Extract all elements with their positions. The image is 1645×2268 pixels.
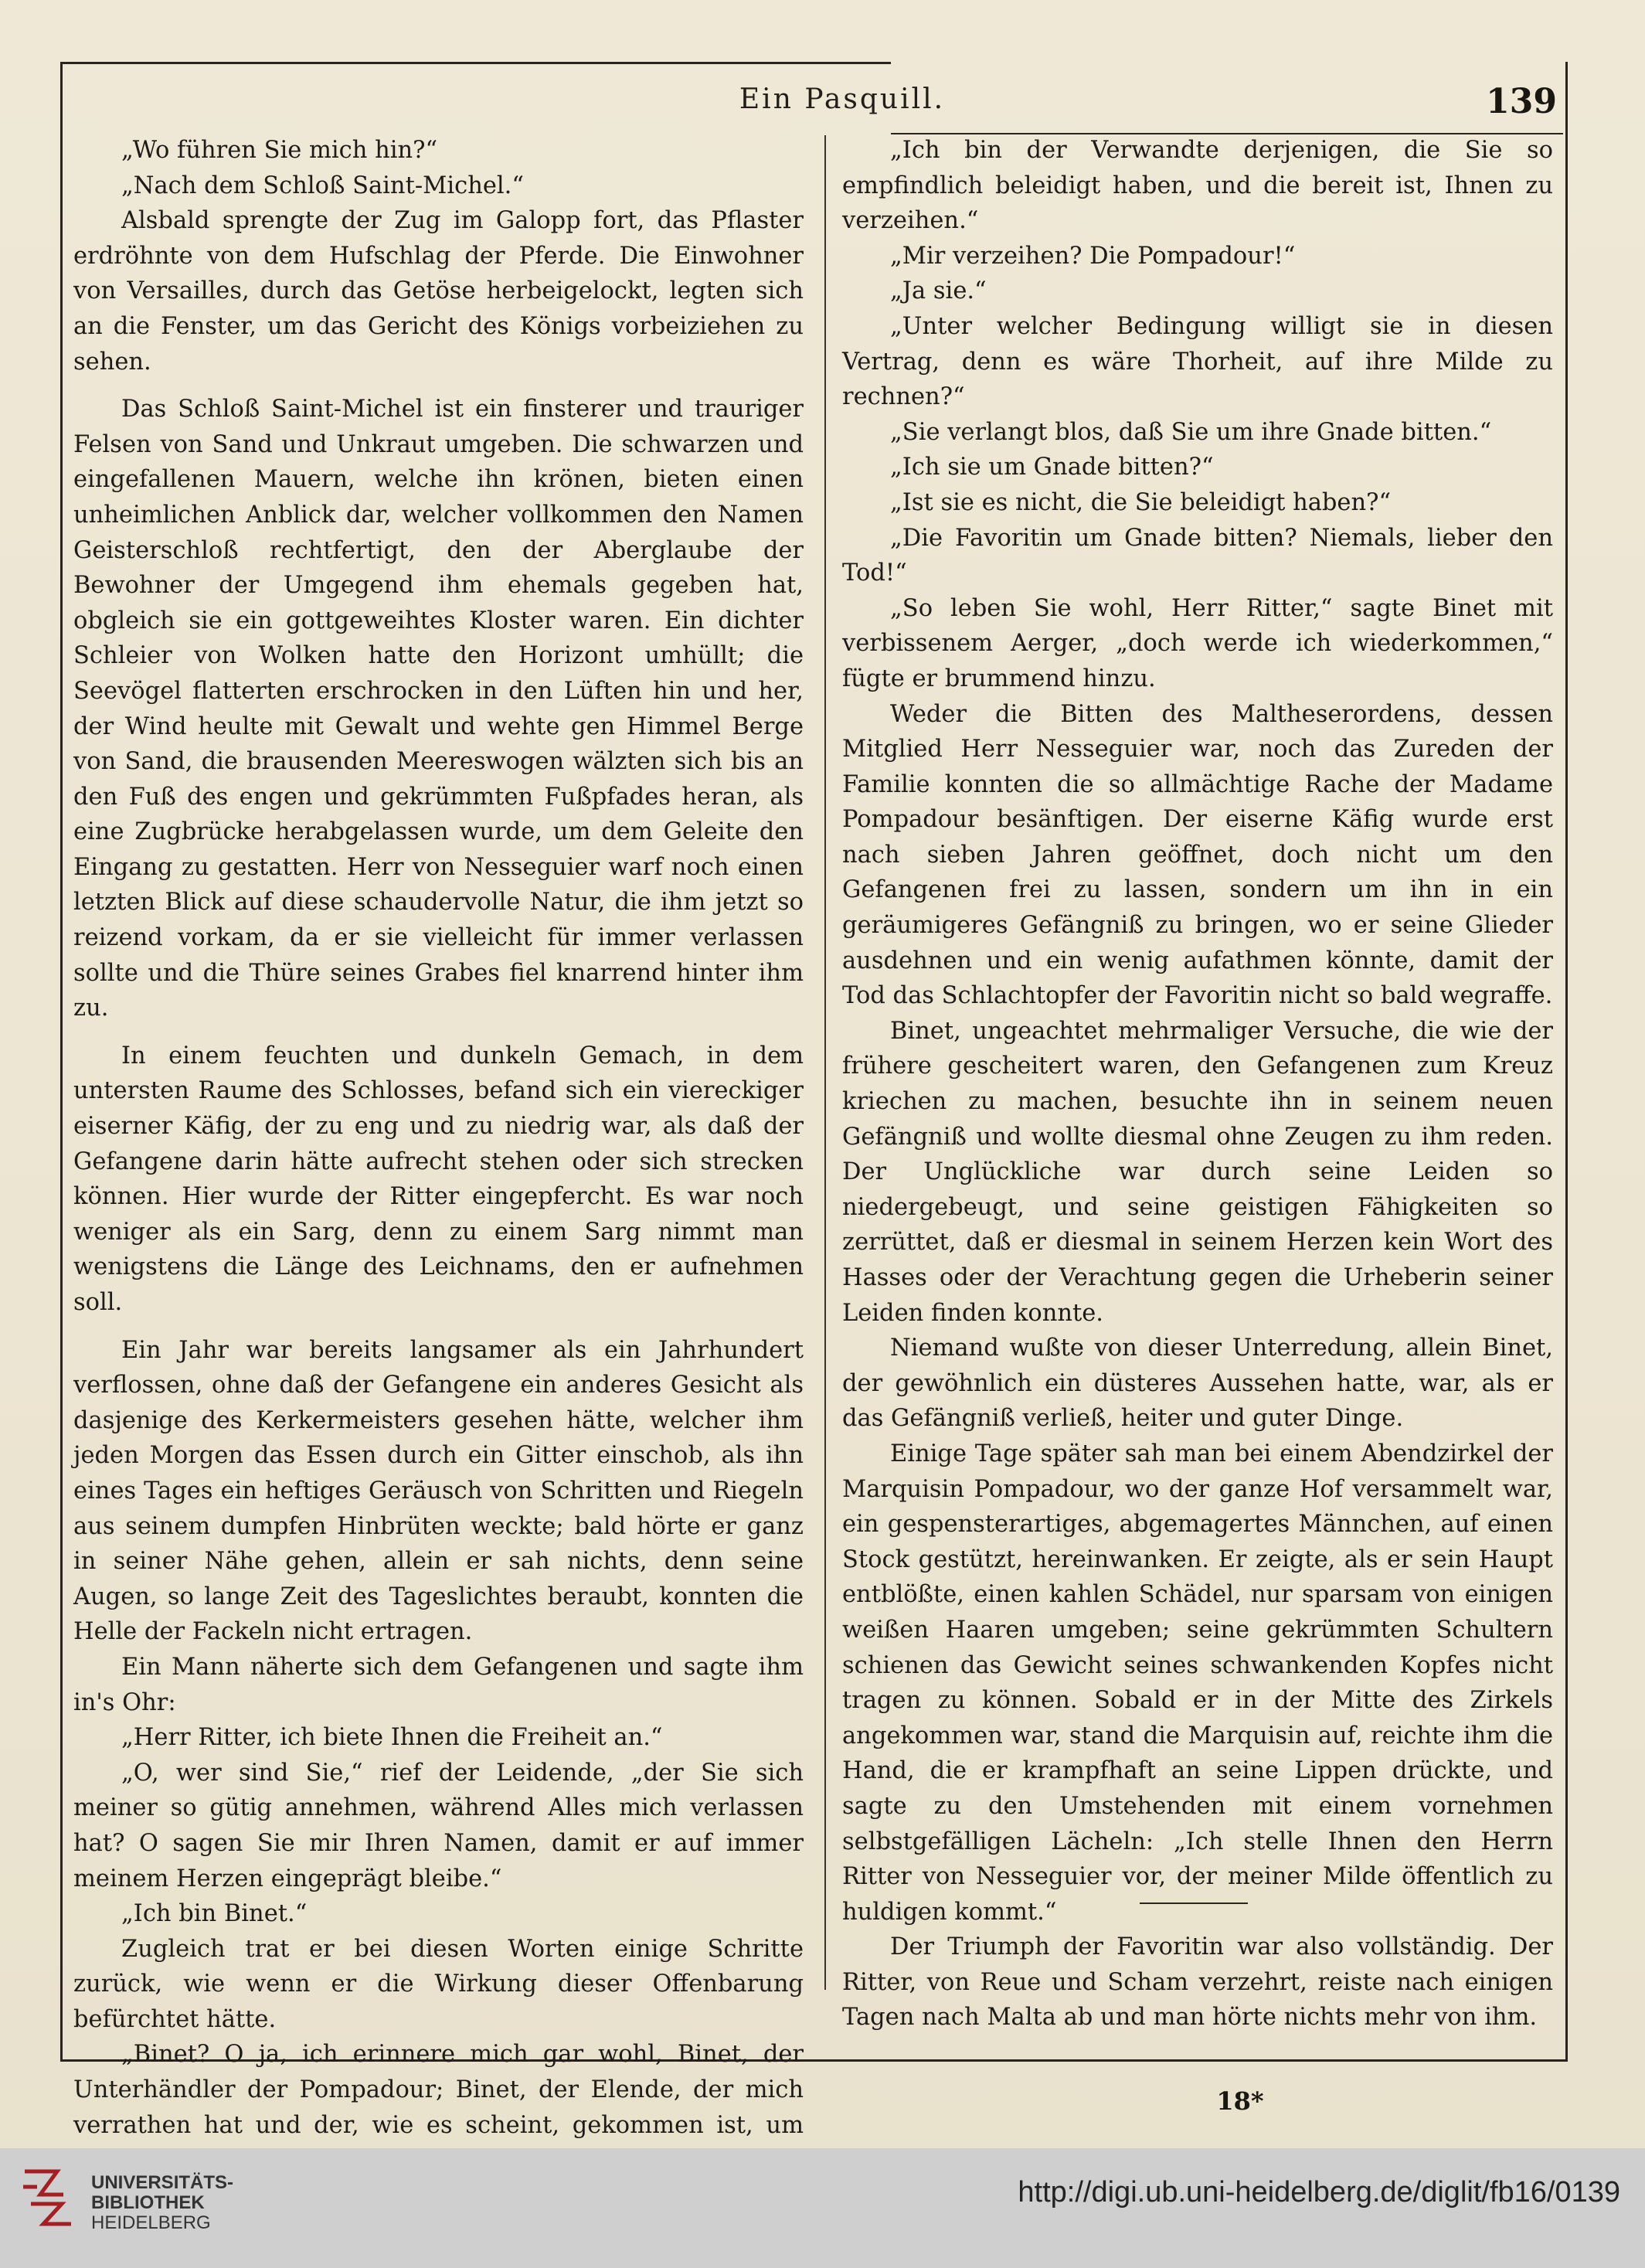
paragraph: „O, wer sind Sie,“ rief der Leidende, „der Sie sich meiner so gütig annehmen, während Alles mich verlassen hat? O sagen Sie mir Ihren Namen, damit er auf immer meinem Herzen eingeprägt bleibe.“ <box>73 1759 804 1892</box>
paragraph: Das Schloß Saint-Michel ist ein finsterer und trauriger Felsen von Sand und Unkraut umgeben. Die schwarzen und eingefallenen Mauern, welche ihn krönen, bieten einen unheimlichen Anblick dar, welcher vollkommen den Namen Geisterschloß rechtfertigt, den der Aberglaube der Bewohner der Umgegend ihm ehemals gegeben hat, obgleich sie ein gottgeweihtes Kloster waren. Ein dichter Schleier von Wolken hatte den Horizont umhüllt; die Seevögel flatterten erschrocken in den Lüften hin und her, der Wind heulte mit Gewalt und wehte gen Himmel Berge von Sand, die brausenden Meereswogen wälzten sich bis an den Fuß des engen und gekrümmten Fußpfades heran, als eine Zugbrücke herabgelassen wurde, um dem Geleite den Eingang zu gestatten. Herr von Nesseguier warf noch einen letzten Blick auf diese schaudervolle Natur, die ihm jetzt so reizend vorkam, da er sie vielleicht für immer verlassen sollte und die Thüre seines Grabes fiel knarrend hinter ihm zu. <box>73 396 804 1022</box>
library-logo-icon <box>17 2164 79 2230</box>
paragraph: In einem feuchten und dunkeln Gemach, in dem untersten Raume des Schlosses, befand sich ein viereckiger eiserner Käfig, der zu eng und zu niedrig war, als daß der Gefangene darin hätte aufrecht stehen oder sich strecken können. Hier wurde der Ritter eingepfercht. Es war noch weniger als ein Sarg, denn zu einem Sarg nimmt man wenigstens die Länge des Leichnams, den er aufnehmen soll. <box>73 1042 804 1316</box>
paragraph: Ein Mann näherte sich dem Gefangenen und sagte ihm in's Ohr: <box>73 1653 804 1716</box>
paragraph: Alsbald sprengte der Zug im Galopp fort, das Pflaster erdröhnte von dem Hufschlag der Pferde. Die Einwohner von Versailles, durch das Getöse herbeigelockt, legten sich an die Fenster, um das Gericht des Königs vorbeiziehen zu sehen. <box>73 207 804 376</box>
closing-rule <box>1140 1902 1248 1904</box>
paragraph: „Ist sie es nicht, die Sie beleidigt haben?“ <box>890 488 1392 516</box>
paragraph: „Herr Ritter, ich biete Ihnen die Freiheit an.“ <box>121 1724 663 1752</box>
paragraph: Einige Tage später sah man bei einem Abendzirkel der Marquisin Pompadour, wo der ganze Hof versammelt war, ein gespensterartiges, abgemagertes Männchen, auf einen Stock gestützt, hereinwanken. Er zeigte, als er sein Haupt entblößte, einen kahlen Schädel, nur sparsam von einigen weißen Haaren umgeben; seine gekrümmten Schultern schienen das Gewicht seines schwankenden Kopfes nicht tragen zu können. Sobald er in der Mitte des Zirkels angekommen war, stand die Marquisin auf, reichte ihm die Hand, die er krampfhaft an seine Lippen drückte, und sagte zu den Umstehenden mit einem vornehmen selbstgefälligen Lächeln: „Ich stelle Ihnen den Herrn Ritter von Nesseguier vor, der meiner Milde öffentlich zu huldigen kommt.“ <box>842 1440 1553 1926</box>
paragraph: „So leben Sie wohl, Herr Ritter,“ sagte Binet mit verbissenem Aerger, „doch werde ich wiederkommen,“ fügte er brummend hinzu. <box>842 594 1553 692</box>
page-number: 139 <box>1486 82 1557 121</box>
library-name <box>91 2173 233 2233</box>
right-column <box>842 133 1553 2035</box>
source-url[interactable]: http://digi.ub.uni-heidelberg.de/diglit/fb16/0139 <box>1018 2176 1620 2208</box>
logo-strokes <box>23 2171 71 2224</box>
paragraph: „Wo führen Sie mich hin?“ <box>121 137 438 164</box>
signature-mark: 18* <box>1216 2086 1264 2116</box>
paragraph: „Binet? O ja, ich erinnere mich gar wohl, Binet, der Unterhändler der Pompadour; Binet, der Elende, der mich verrathen hat und der, wie es scheint, gekommen ist, um <box>73 2041 804 2139</box>
paragraph: „Mir verzeihen? Die Pompadour!“ <box>890 242 1296 270</box>
paragraph: „Ich sie um Gnade bitten?“ <box>890 454 1214 481</box>
paragraph: Zugleich trat er bei diesen Worten einige Schritte zurück, wie wenn er die Wirkung dieser Offenbarung befürchtet hätte. <box>73 1935 804 2033</box>
column-divider <box>824 135 826 1990</box>
library-name-line: BIBLIOTHEK <box>91 2192 205 2213</box>
paragraph: „Unter welcher Bedingung willigt sie in diesen Vertrag, denn es wäre Thorheit, auf ihre Milde zu rechnen?“ <box>842 312 1553 411</box>
logo-stroke <box>31 2204 71 2224</box>
paragraph: Der Triumph der Favoritin war also vollständig. Der Ritter, von Reue und Scham verzehrt, reiste nach einigen Tagen nach Malta ab und man hörte nichts mehr von ihm. <box>842 1933 1553 2032</box>
paragraph: „Nach dem Schloß Saint-Michel.“ <box>121 172 524 199</box>
paragraph: Niemand wußte von dieser Unterredung, allein Binet, der gewöhnlich ein düsteres Aussehen hatte, war, als er das Gefängniß verließ, heiter und guter Dinge. <box>842 1335 1553 1433</box>
library-name-line: UNIVERSITÄTS- <box>91 2172 234 2193</box>
paragraph: Ein Jahr war bereits langsamer als ein Jahrhundert verflossen, ohne daß der Gefangene ein anderes Gesicht als dasjenige des Kerkermeisters gesehen hätte, welcher ihm jeden Morgen das Essen durch ein Gitter einschob, als ihn eines Tages ein heftiges Geräusch von Schritten und Riegeln aus seinem dumpfen Hinbrüten weckte; bald hörte er ganz in seiner Nähe gehen, allein er sah nichts, denn seine Augen, so lange Zeit des Tageslichtes beraubt, konnten die Helle der Fackeln nicht ertragen. <box>73 1336 804 1646</box>
paragraph: Weder die Bitten des Maltheserordens, dessen Mitglied Herr Nesseguier war, noch das Zureden der Familie konnten die so allmächtige Rache der Madame Pompadour besänftigen. Der eiserne Käfig wurde erst nach sieben Jahren geöffnet, doch nicht um den Gefangenen frei zu lassen, sondern um ihn in ein geräumigeres Gefängniß zu bringen, wo er seine Glieder ausdehnen und ein wenig aufathmen könnte, damit der Tod das Schlachtopfer der Favoritin nicht so bald wegraffe. <box>842 700 1553 1010</box>
paragraph: „Die Favoritin um Gnade bitten? Niemals, lieber den Tod!“ <box>842 524 1553 587</box>
frame-top-rule <box>60 62 891 64</box>
paragraph: „Sie verlangt blos, daß Sie um ihre Gnade bitten.“ <box>890 418 1492 446</box>
paragraph: Binet, ungeachtet mehrmaliger Versuche, die wie der frühere gescheitert waren, den Gefangenen zum Kreuz kriechen zu machen, besuchte ihn in seinem neuen Gefängniß und wollte diesmal ohne Zeugen zu ihm reden. Der Unglückliche war durch seine Leiden so niedergebeugt, und seine geistigen Fähigkeiten so zerrüttet, daß er diesmal in seinem Herzen kein Wort des Hasses oder der Verachtung gegen die Urheberin seiner Leiden finden konnte. <box>842 1017 1553 1327</box>
library-name-line: HEIDELBERG <box>91 2212 211 2233</box>
paragraph: „Ich bin der Verwandte derjenigen, die Sie so empfindlich beleidigt haben, und die bereit ist, Ihnen zu verzeihen.“ <box>842 137 1553 235</box>
running-title: Ein Pasquill. <box>739 83 946 115</box>
left-column <box>73 133 804 2178</box>
paragraph: „Ich bin Binet.“ <box>121 1900 308 1928</box>
logo-stroke <box>25 2171 63 2195</box>
paragraph: „Ja sie.“ <box>890 277 987 305</box>
